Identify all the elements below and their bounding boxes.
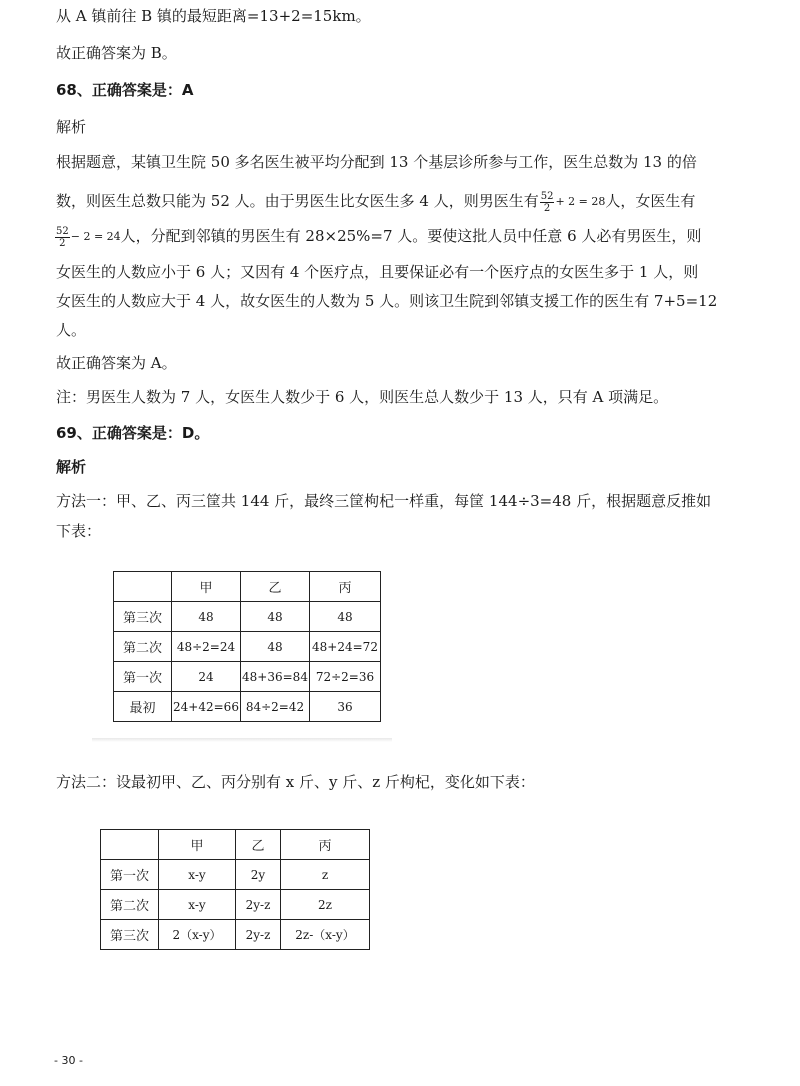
q68-heading: 68、正确答案是：A <box>56 81 194 99</box>
scan-shadow <box>92 738 392 742</box>
table-row <box>101 860 370 890</box>
table-cell: 72÷2=36 <box>310 662 381 692</box>
table-header-cell: 丙 <box>281 830 370 860</box>
table-cell: 84÷2=42 <box>241 692 310 722</box>
row-label: 第三次 <box>101 920 159 950</box>
fraction-denominator: 2 <box>59 237 66 249</box>
table-cell: 2y <box>236 860 281 890</box>
q68-paragraph-line-1: 根据题意，某镇卫生院 50 多名医生被平均分配到 13 个基层诊所参与工作，医生总数为 13 的倍 <box>56 153 697 171</box>
intro-answer: 故正确答案为 B。 <box>56 44 177 62</box>
fraction-52-over-2 <box>540 191 555 214</box>
q68-text-2a: 数，则医生总数只能为 52 人。由于男医生比女医生多 4 人，则男医生有 <box>56 192 539 210</box>
table-cell: 2z-（x-y） <box>281 920 370 950</box>
q68-paragraph-line-5: 女医生的人数应大于 4 人，故女医生的人数为 5 人。则该卫生院到邻镇支援工作的医生有 7+5=12 <box>56 292 718 310</box>
table-cell: 48 <box>241 632 310 662</box>
table-header-cell: 甲 <box>172 572 241 602</box>
q68-paragraph-line-2 <box>56 184 695 218</box>
table-cell: x-y <box>159 860 236 890</box>
reverse-table <box>113 571 381 722</box>
table-cell: 48÷2=24 <box>172 632 241 662</box>
table-cell: 24+42=66 <box>172 692 241 722</box>
fraction-denominator: 2 <box>543 202 551 214</box>
table-cell: 2y-z <box>236 920 281 950</box>
q69-method-2: 方法二：设最初甲、乙、丙分别有 x 斤、y 斤、z 斤枸杞，变化如下表： <box>56 773 535 791</box>
variable-table <box>100 829 370 950</box>
page-number: - 30 - <box>54 1054 83 1067</box>
table-header-row <box>101 830 370 860</box>
table-row <box>114 692 381 722</box>
q69-method-1-line-2: 下表： <box>56 522 102 540</box>
table-cell: 2z <box>281 890 370 920</box>
fraction-numerator: 52 <box>56 225 69 237</box>
q68-paragraph-line-6: 人。 <box>56 321 87 339</box>
row-label: 第二次 <box>114 632 172 662</box>
table-header-cell: 丙 <box>310 572 381 602</box>
table-cell: z <box>281 860 370 890</box>
intro-line-1: 从 A 镇前往 B 镇的最短距离=13+2=15km。 <box>56 7 371 25</box>
row-label: 第三次 <box>114 602 172 632</box>
table-header-row <box>114 572 381 602</box>
q68-paragraph-line-3 <box>54 218 701 254</box>
table-row <box>114 632 381 662</box>
math-expression-male: + 2 = 28 <box>555 195 606 208</box>
q68-text-3b: 人，分配到邻镇的男医生有 28×25%=7 人。要使这批人员中任意 6 人必有男医生，则 <box>120 227 702 245</box>
table-cell: 48 <box>172 602 241 632</box>
fraction-numerator: 52 <box>540 190 554 202</box>
table-cell: 48 <box>241 602 310 632</box>
q68-paragraph-line-4: 女医生的人数应小于 6 人；又因有 4 个医疗点，且要保证必有一个医疗点的女医生多于 1 人，则 <box>56 263 699 281</box>
table-cell: 48+24=72 <box>310 632 381 662</box>
row-label: 第二次 <box>101 890 159 920</box>
table-row <box>114 662 381 692</box>
row-label: 最初 <box>114 692 172 722</box>
table-cell: 2y-z <box>236 890 281 920</box>
row-label: 第一次 <box>101 860 159 890</box>
row-label: 第一次 <box>114 662 172 692</box>
table-row <box>101 920 370 950</box>
table-cell: x-y <box>159 890 236 920</box>
table-cell <box>101 830 159 860</box>
q69-analysis-label: 解析 <box>56 458 87 476</box>
table-cell: 48+36=84 <box>241 662 310 692</box>
table-cell <box>114 572 172 602</box>
math-expression-female: − 2 = 24 <box>70 230 121 243</box>
table-header-cell: 乙 <box>241 572 310 602</box>
q68-text-2b: 人，女医生有 <box>605 192 696 210</box>
q69-heading: 69、正确答案是：D。 <box>56 424 210 442</box>
table-cell: 24 <box>172 662 241 692</box>
table-header-cell: 甲 <box>159 830 236 860</box>
table-header-cell: 乙 <box>236 830 281 860</box>
table-row <box>114 602 381 632</box>
q68-note: 注：男医生人数为 7 人，女医生人数少于 6 人，则医生总人数少于 13 人，只有 A 项满足。 <box>56 388 669 406</box>
q68-answer: 故正确答案为 A。 <box>56 354 177 372</box>
table-cell: 48 <box>310 602 381 632</box>
q69-method-1-line-1: 方法一：甲、乙、丙三筐共 144 斤，最终三筐枸杞一样重，每筐 144÷3=48 斤，根据题意反推如 <box>56 492 712 510</box>
table-cell: 36 <box>310 692 381 722</box>
table-cell: 2（x-y） <box>159 920 236 950</box>
table-row <box>101 890 370 920</box>
fraction-52-over-2 <box>55 226 70 249</box>
q68-analysis-label: 解析 <box>56 118 87 136</box>
